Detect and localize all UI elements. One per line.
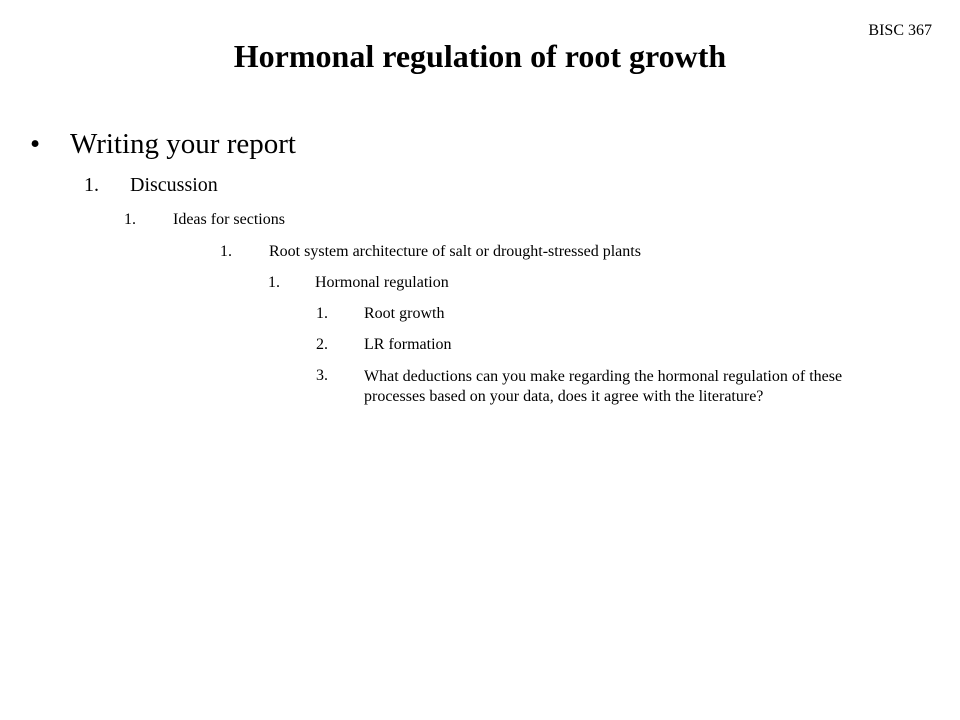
item-text: Ideas for sections [173,211,285,228]
course-code: BISC 367 [868,22,932,39]
bullet-dot-icon: • [30,128,41,160]
item-number: 2. [316,336,328,353]
bullet-text: Writing your report [70,128,296,160]
item-number: 1. [84,174,99,196]
item-number: 1. [124,211,136,228]
item-text: LR formation [364,336,452,353]
item-text: Root growth [364,305,445,322]
item-text: What deductions can you make regarding the hormonal regulation of these processes based on your data, does it agree with the literature? [364,368,843,405]
item-text: Hormonal regulation [315,274,449,291]
item-number: 1. [268,274,280,291]
item-number: 3. [316,367,328,384]
item-text: Discussion [130,174,218,196]
item-number: 1. [316,305,328,322]
slide-title: Hormonal regulation of root growth [233,38,727,74]
item-number: 1. [220,243,232,260]
bullet-writing-report [30,128,296,161]
item-text: Root system architecture of salt or drought-stressed plants [269,243,641,260]
